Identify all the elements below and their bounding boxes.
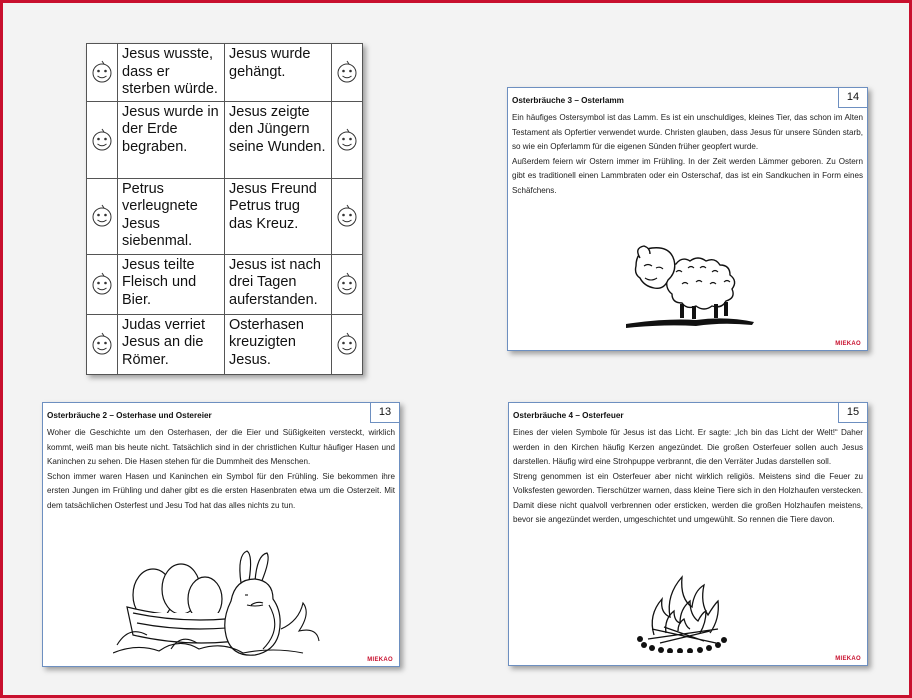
card-number: 15 [838,402,868,423]
easter-bunny-basket-illustration-icon [113,549,323,661]
smiley-face-icon [87,272,117,296]
smiley-face-icon [87,204,117,228]
card-title: Osterbräuche 4 – Osterfeuer [513,411,624,420]
statement-right: Osterhasen kreuzigten Jesus. [225,314,332,374]
smiley-cell[interactable] [87,44,118,102]
card-text [512,111,863,198]
card-number: 13 [370,402,400,423]
smiley-cell[interactable] [332,314,363,374]
smiley-face-icon [332,128,362,152]
statement-right: Jesus zeigte den Jüngern seine Wunden. [225,101,332,178]
smiley-cell[interactable] [332,101,363,178]
statement-right: Jesus wurde gehängt. [225,44,332,102]
card-osterhase [42,402,400,667]
worksheet-page [3,3,909,695]
statement-left: Jesus teilte Fleisch und Bier. [118,254,225,314]
card-paragraph: Ein häufiges Ostersymbol ist das Lamm. Es ist ein unschuldiges, kleines Tier, das schon im Alten Testament als Opfertier verwendet wurde. Christen glauben, dass Jesus für unsere Sünden starb, so wie ein Opferlamm für die eigenen Sünden früher geopfert wurde. [512,113,863,151]
card-title: Osterbräuche 3 – Osterlamm [512,96,624,105]
smiley-cell[interactable] [332,44,363,102]
smiley-cell[interactable] [87,101,118,178]
statement-right: Jesus Freund Petrus trug das Kreuz. [225,178,332,254]
card-paragraph: Eines der vielen Symbole für Jesus ist das Licht. Er sagte: „Ich bin das Licht der Welt!“ Daher werden in den Kirchen häufig Kerzen angezündet. Die großen Osterfeuer sollen auch Jesus darstellen. Häufig wird eine Strohpuppe verbrannt, die den Verräter Judas darstellen soll. [513,428,863,466]
statement-left: Jesus wusste, dass er sterben würde. [118,44,225,102]
smiley-cell[interactable] [332,178,363,254]
lamb-illustration-icon [626,236,756,331]
card-paragraph: Schon immer waren Hasen und Kaninchen ein Symbol für den Frühling. Sie bekommen ihre ersten Jungen im Frühling und daher gibt es die ersten Hasenbraten etwa um die Osterzeit. Mit dem tatsächlichen Osterfest und Jesu Tod hat das alles nichts zu tun. [47,471,395,510]
smiley-face-icon [332,332,362,356]
table-row [87,314,363,374]
smiley-face-icon [332,204,362,228]
table-row [87,254,363,314]
smiley-cell[interactable] [87,178,118,254]
statement-left: Judas verriet Jesus an die Römer. [118,314,225,374]
brand-logo: MIEKAO [835,341,861,347]
table-row [87,101,363,178]
smiley-face-icon [87,128,117,152]
smiley-face-icon [87,60,117,84]
card-osterlamm [507,87,868,351]
smiley-face-icon [87,332,117,356]
table-row [87,178,363,254]
smiley-cell[interactable] [87,314,118,374]
card-paragraph: Woher die Geschichte um den Osterhasen, der die Eier und Süßigkeiten versteckt, wirklich kommt, weiß man bis heute nicht. Tatsächlich sind in der christlichen Kultur häufiger Hasen und Kaninchen zu sehen. Die Hasen stehen für die Dummheit des Menschen. [47,428,395,466]
smiley-face-icon [332,60,362,84]
table-row [87,44,363,102]
statement-right: Jesus ist nach drei Tagen auferstanden. [225,254,332,314]
card-title: Osterbräuche 2 – Osterhase und Ostereier [47,411,212,420]
easter-fire-illustration-icon [634,569,734,653]
brand-logo: MIEKAO [835,656,861,662]
smiley-cell[interactable] [87,254,118,314]
smiley-face-icon [332,272,362,296]
card-text [513,426,863,528]
brand-logo: MIEKAO [367,657,393,663]
card-text [47,426,395,513]
card-paragraph: Außerdem feiern wir Ostern immer im Frühling. In der Zeit werden Lämmer geboren. Zu Ostern gibt es traditionell einen Lammbraten oder ein Osterschaf, das ist ein Sandkuchen in Form eines Schäfchens. [512,156,863,195]
card-osterfeuer [508,402,868,666]
statement-left: Petrus verleugnete Jesus siebenmal. [118,178,225,254]
statement-left: Jesus wurde in der Erde begraben. [118,101,225,178]
card-number: 14 [838,87,868,108]
card-paragraph: Streng genommen ist ein Osterfeuer aber nicht wirklich religiös. Meistens sind die Feuer zu Volksfesten geworden. Tierschützer warnen, dass kleine Tiere sich in den Holzhaufen verstecken. Damit diese nicht qualvoll verbrennen oder ersticken, werden die großen Holzhaufen meistens, bevor sie angezündet werden, umgeschichtet und umgewühlt. So rennen die Tiere davon. [513,471,863,524]
smiley-cell[interactable] [332,254,363,314]
statement-table [86,43,363,375]
